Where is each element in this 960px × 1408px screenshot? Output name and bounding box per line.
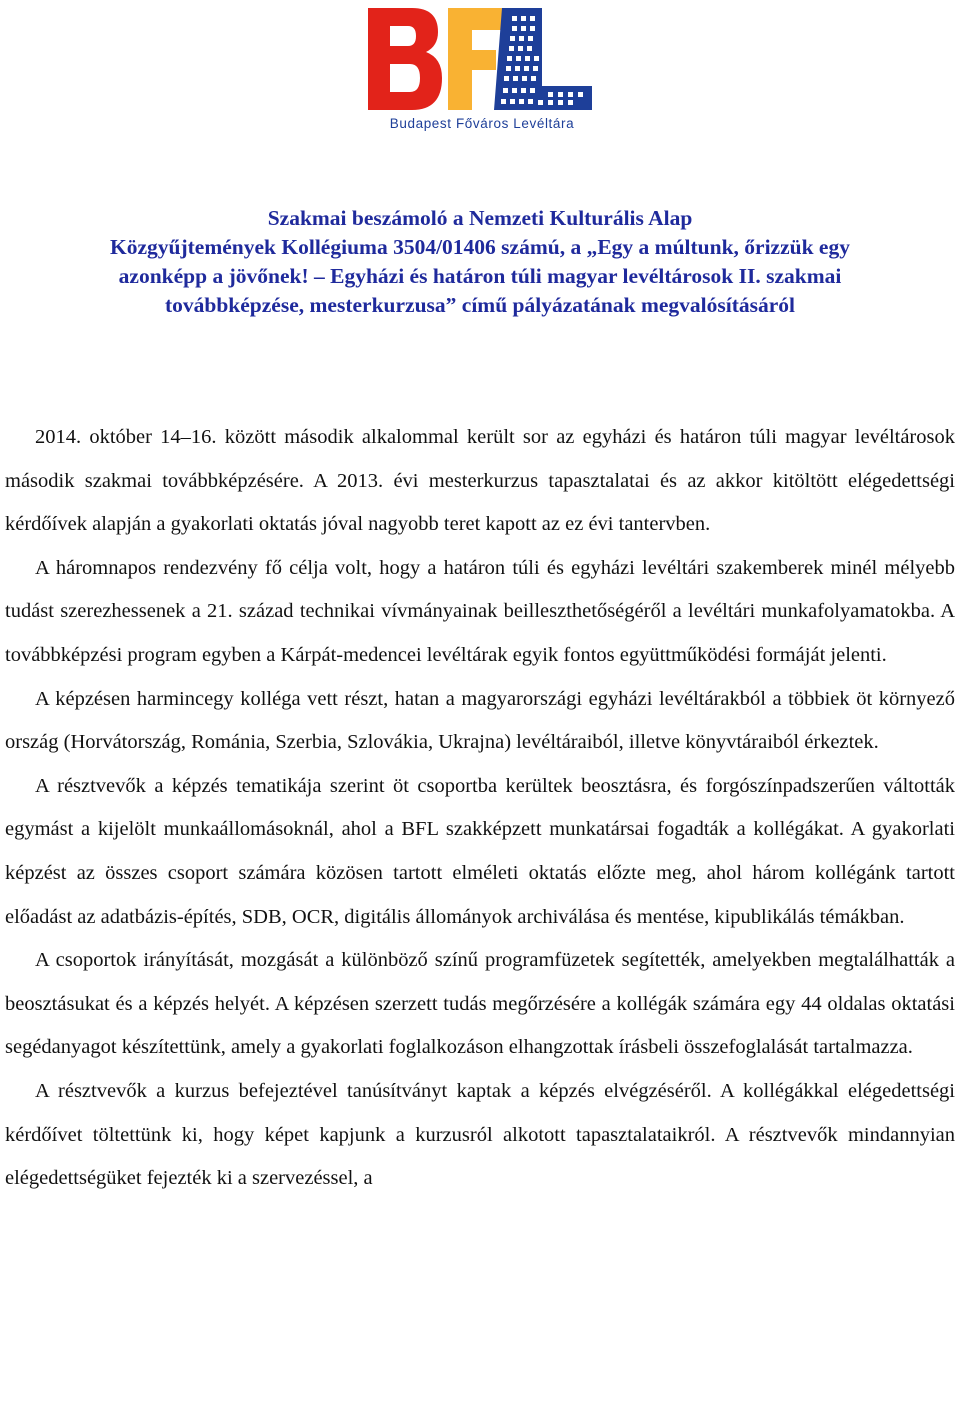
body-paragraph: A résztvevők a képzés tematikája szerint öt csoportba kerültek beosztásra, és forgószínpadszerűen váltották egymást a kijelölt munkaállomásoknál, ahol a BFL szakképzett munkatársai fogadták a kollégákat. A gyakorlati képzést az összes csoport számára közösen tartott elméleti oktatás előzte meg, ahol három kollégánk tartott előadást az adatbázis-építés, SDB, OCR, digitális állományok archiválása és mentése, kipublikálás témákban. xyxy=(5,774,955,928)
title-line: Közgyűjtemények Kollégiuma 3504/01406 számú, a „Egy a múltunk, őrizzük egy xyxy=(110,235,850,259)
logo-letter-l xyxy=(494,8,592,110)
title-line: azonképp a jövőnek! – Egyházi és határon túli magyar levéltárosok II. szakmai xyxy=(118,264,842,288)
body-paragraph: A háromnapos rendezvény fő célja volt, hogy a határon túli és egyházi levéltári szakemberek minél mélyebb tudást szerezhessenek a 21. század technikai vívmányainak beilleszthetőségéről a levéltári munkafolyamatokba. A továbbképzési program egyben a Kárpát-medencei levéltárak egyik fontos együttműködési formáját jelenti. xyxy=(5,556,955,666)
title-line: Szakmai beszámoló a Nemzeti Kulturális Alap xyxy=(267,206,693,230)
body-paragraph: A képzésen harmincegy kolléga vett részt, hatan a magyarországi egyházi levéltárakból a többiek öt környező ország (Horvátország, Románia, Szerbia, Szlovákia, Ukrajna) levéltáraiból, illetve könyvtáraiból érkeztek. xyxy=(5,687,955,754)
bfl-logo xyxy=(366,6,598,134)
body-paragraph: A résztvevők a kurzus befejeztével tanúsítványt kaptak a képzés elvégzéséről. A kollégákkal elégedettségi kérdőívet töltettünk ki, hogy képet kapjunk a kurzusról alkotott tapasztalataikról. A résztvevők mindannyian elégedettségüket fejezték ki a szervezéssel, a xyxy=(5,1079,955,1190)
logo-letter-f xyxy=(448,8,502,110)
document-body xyxy=(5,416,955,1201)
logo-subtitle: Budapest Főváros Levéltára xyxy=(389,116,575,131)
body-paragraph: A csoportok irányítását, mozgását a különböző színű programfüzetek segítették, amelyekben megtalálhatták a beosztásukat és a képzés helyét. A képzésen szerzett tudás megőrzésére a kollégák számára egy 44 oldalas oktatási segédanyagot készítettünk, amely a gyakorlati foglalkozáson elhangzottak írásbeli összefoglalását tartalmazza. xyxy=(5,949,955,1059)
title-line: továbbképzése, mesterkurzusa” című pályázatának megvalósításáról xyxy=(164,293,796,317)
body-paragraph: 2014. október 14–16. között második alkalommal került sor az egyházi és határon túli magyar levéltárosok második szakmai továbbképzésére. A 2013. évi mesterkurzus tapasztalatai és az akkor kitöltött elégedettségi kérdőívek alapján a gyakorlati oktatás jóval nagyobb teret kapott az ez évi tantervben. xyxy=(5,426,955,536)
logo-letter-b xyxy=(368,8,442,110)
document-title xyxy=(0,204,960,320)
